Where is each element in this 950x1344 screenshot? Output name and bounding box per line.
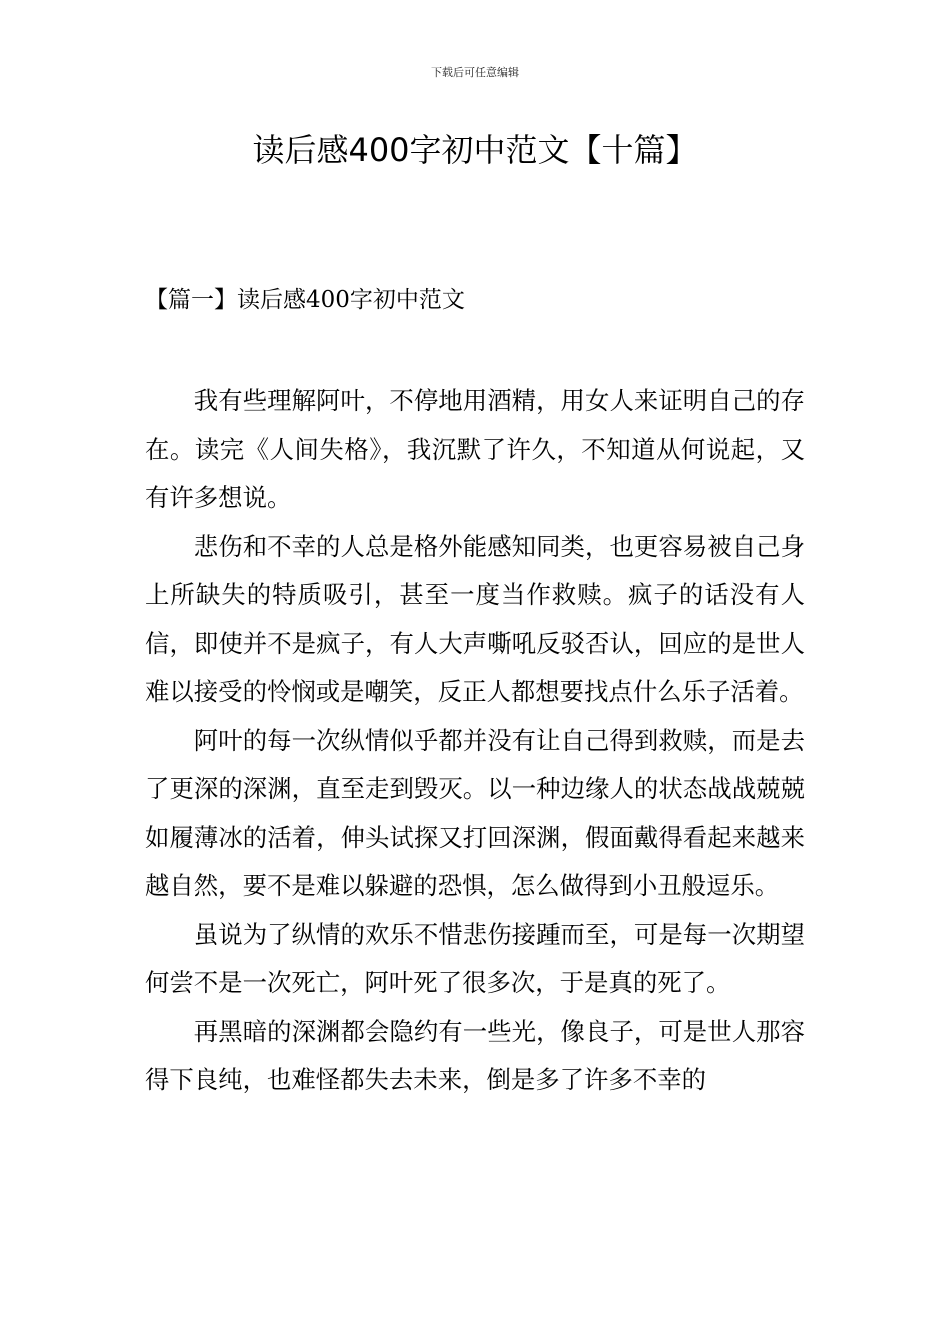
document-title: 读后感400字初中范文【十篇】 (252, 131, 698, 169)
paragraph: 我有些理解阿叶，不停地用酒精，用女人来证明自己的存在。读完《人间失格》，我沉默了许久，不知道从何说起，又有许多想说。 (145, 386, 805, 512)
header-note: 下载后可任意编辑 (431, 66, 519, 79)
paragraph: 再黑暗的深渊都会隐约有一些光，像良子，可是世人那容得下良纯，也难怪都失去未来，倒是多了许多不幸的 (145, 1016, 805, 1094)
paragraph: 虽说为了纵情的欢乐不惜悲伤接踵而至，可是每一次期望何尝不是一次死亡，阿叶死了很多次，于是真的死了。 (145, 919, 805, 997)
paragraph: 悲伤和不幸的人总是格外能感知同类，也更容易被自己身上所缺失的特质吸引，甚至一度当作救赎。疯子的话没有人信，即使并不是疯子，有人大声嘶吼反驳否认，回应的是世人难以接受的怜悯或是嘲笑，反正人都想要找点什么乐子活着。 (145, 531, 805, 706)
section-heading: 【篇一】读后感400字初中范文 (145, 287, 465, 313)
article-body (145, 377, 805, 1105)
paragraph: 阿叶的每一次纵情似乎都并没有让自己得到救赎，而是去了更深的深渊，直至走到毁灭。以一种边缘人的状态战战兢兢如履薄冰的活着，伸头试探又打回深渊，假面戴得看起来越来越自然，要不是难以躲避的恐惧，怎么做得到小丑般逗乐。 (145, 725, 805, 900)
